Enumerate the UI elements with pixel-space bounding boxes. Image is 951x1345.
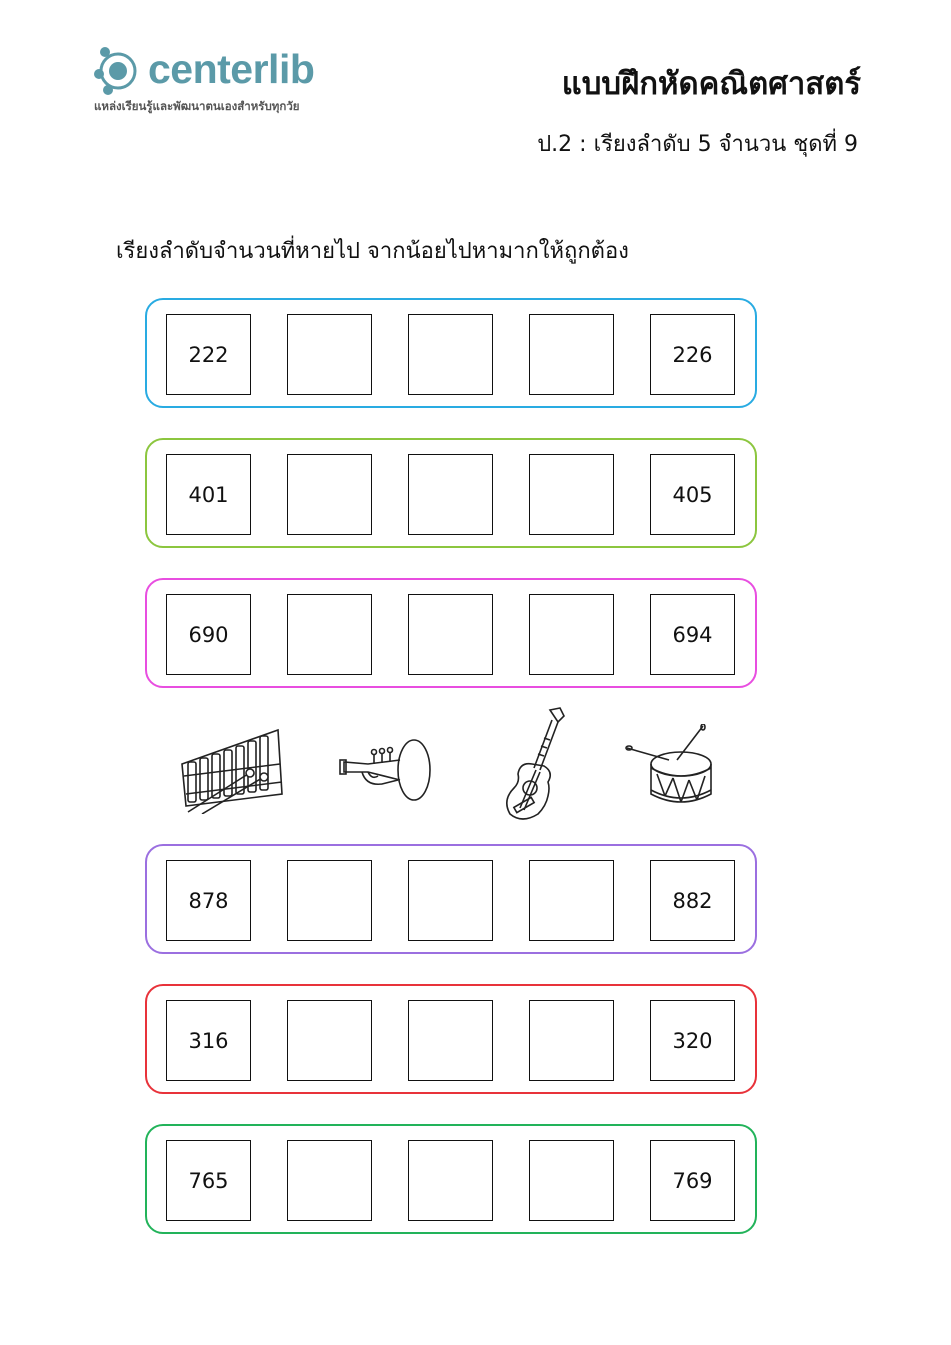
answer-box[interactable] <box>529 594 614 675</box>
xylophone-icon <box>178 724 288 814</box>
answer-box[interactable] <box>529 454 614 535</box>
answer-box[interactable] <box>287 594 372 675</box>
sequence-row-2 <box>145 438 757 548</box>
logo-text: centerlib <box>148 46 315 92</box>
sequence-row-1 <box>145 298 757 408</box>
logo-mark-icon <box>92 44 144 96</box>
page-title: แบบฝึกหัดคณิตศาสตร์ <box>561 66 861 102</box>
answer-box[interactable] <box>287 1140 372 1221</box>
page-subtitle: ป.2 : เรียงลำดับ 5 จำนวน ชุดที่ 9 <box>537 132 858 157</box>
answer-box[interactable] <box>408 454 493 535</box>
sequence-row-4 <box>145 844 757 954</box>
end-number-box: 769 <box>650 1140 735 1221</box>
instrument-illustrations <box>170 706 750 824</box>
end-number-box: 882 <box>650 860 735 941</box>
instruction-text: เรียงลำดับจำนวนที่หายไป จากน้อยไปหามากให้ถูกต้อง <box>116 239 629 264</box>
start-number-box: 765 <box>166 1140 251 1221</box>
drum-icon <box>625 724 735 814</box>
answer-box[interactable] <box>287 1000 372 1081</box>
end-number-box: 320 <box>650 1000 735 1081</box>
answer-box[interactable] <box>287 314 372 395</box>
answer-box[interactable] <box>408 594 493 675</box>
answer-box[interactable] <box>408 1000 493 1081</box>
sequence-row-3 <box>145 578 757 688</box>
sequence-row-6 <box>145 1124 757 1234</box>
start-number-box: 690 <box>166 594 251 675</box>
guitar-icon <box>492 706 572 824</box>
answer-box[interactable] <box>408 314 493 395</box>
answer-box[interactable] <box>529 860 614 941</box>
answer-box[interactable] <box>529 1140 614 1221</box>
logo-tagline: แหล่งเรียนรู้และพัฒนาตนเองสำหรับทุกวัย <box>94 99 300 113</box>
start-number-box: 878 <box>166 860 251 941</box>
answer-box[interactable] <box>408 1140 493 1221</box>
answer-box[interactable] <box>287 860 372 941</box>
answer-box[interactable] <box>287 454 372 535</box>
trumpet-icon <box>338 736 433 806</box>
answer-box[interactable] <box>529 314 614 395</box>
logo <box>92 42 352 122</box>
start-number-box: 401 <box>166 454 251 535</box>
answer-box[interactable] <box>529 1000 614 1081</box>
end-number-box: 226 <box>650 314 735 395</box>
end-number-box: 405 <box>650 454 735 535</box>
start-number-box: 222 <box>166 314 251 395</box>
end-number-box: 694 <box>650 594 735 675</box>
start-number-box: 316 <box>166 1000 251 1081</box>
answer-box[interactable] <box>408 860 493 941</box>
sequence-row-5 <box>145 984 757 1094</box>
